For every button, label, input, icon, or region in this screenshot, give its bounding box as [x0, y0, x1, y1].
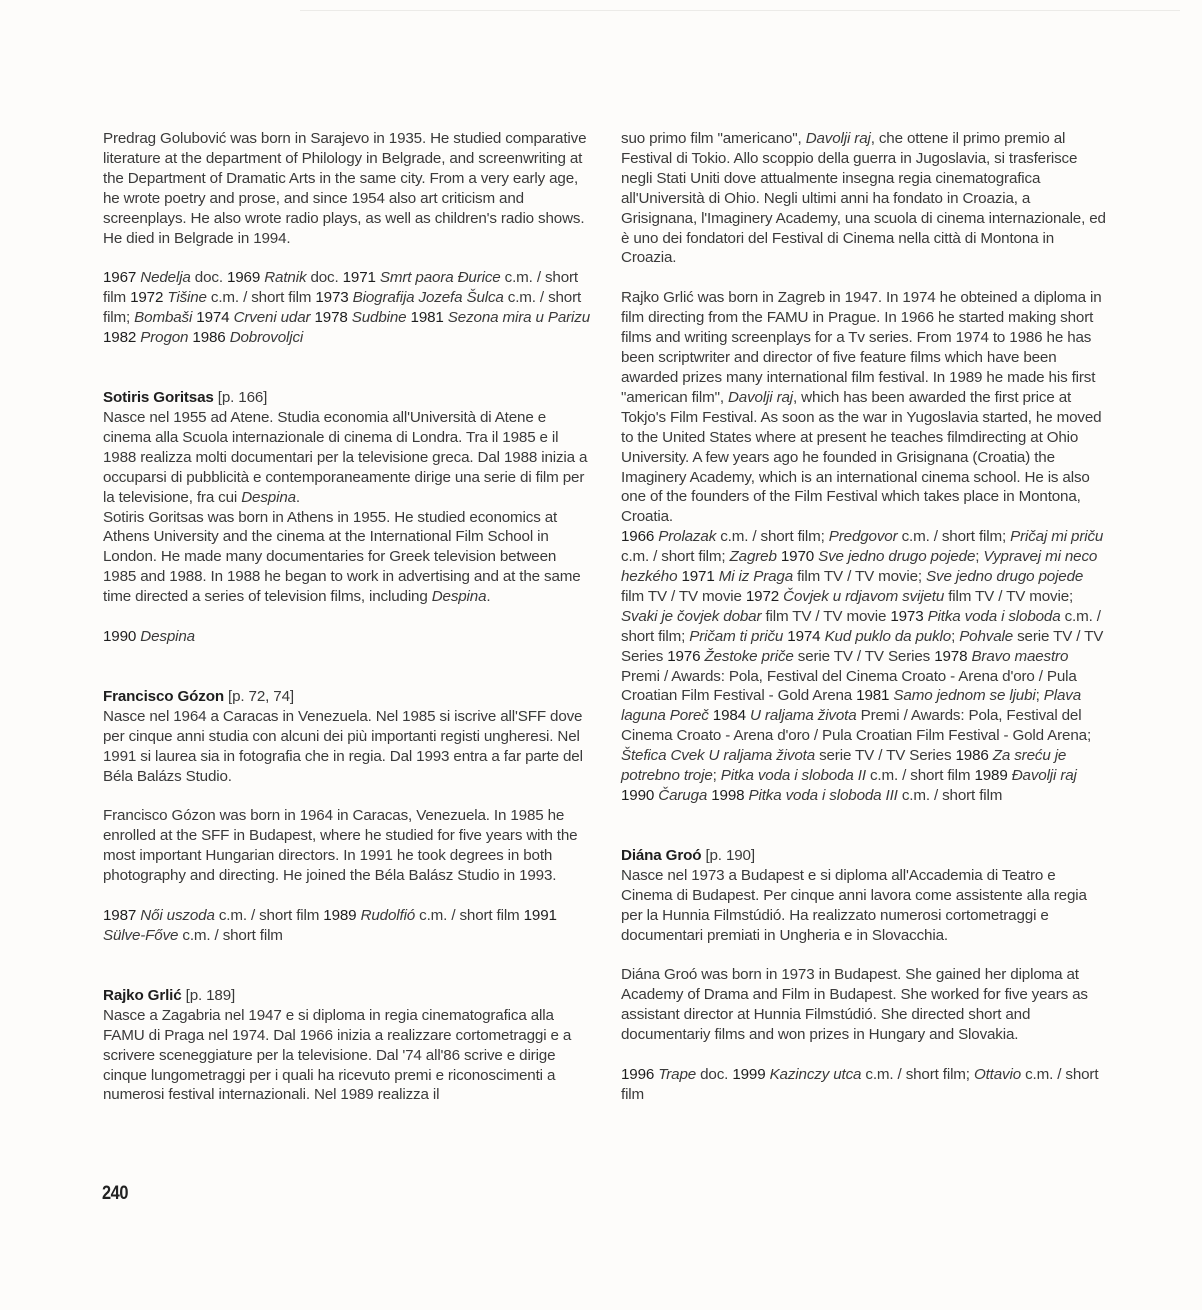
film-year: 1976	[667, 647, 705, 665]
film-format: c.m. / short film;	[621, 548, 730, 566]
film-format: c.m. / short film	[206, 289, 316, 307]
goritsas-bio-it: Nasce nel 1955 ad Atene. Studia economia all'Università di Atene e cinema alla Scuola internazionale di cinema di Londra. Tra il 1985 e il 1988 realizza molti documentari per la televisione greca. Dal 1988 inizia a occuparsi di pubblicità e contemporaneamente dirige una serie di film per la televisione, fra cui Despina.	[103, 408, 588, 506]
film-year: 1998	[711, 787, 749, 804]
film-year: 1973	[890, 607, 928, 625]
film-title: Pričaj mi priču	[1010, 528, 1104, 546]
film-title: Davolji raj	[805, 130, 871, 147]
director-name: Diána Groó	[621, 846, 702, 864]
film-title: Nedelja	[140, 269, 191, 287]
groo-heading	[621, 846, 1106, 866]
film-year: 1986	[955, 747, 993, 765]
film-title: Žestoke priče	[704, 647, 794, 665]
film-title: Sve jedno drugo pojede	[818, 548, 976, 566]
film-format: film TV / TV movie;	[944, 587, 1074, 605]
film-year: 1981	[410, 309, 448, 327]
bio-text: , che ottene il primo premio al Festival di Tokio. Allo scoppio della guerra in Jugoslavia, si trasferisce negli Stati Uniti dove attualmente insegna regia cinematografica all'Università di Ohio. Negli ultimi anni ha fondato in Croazia, a Grisignana, l'Imaginery Academy, una scuola di cinema internazionale, ed è uno dei fondatori del Festival di Cinema nella città di Montona in Croazia.	[621, 130, 1106, 267]
film-year: 1973	[315, 289, 353, 307]
film-year: 1999	[732, 1066, 770, 1084]
film-format: ;	[975, 548, 984, 566]
film-year: 1991	[523, 907, 557, 925]
film-title: Davolji raj	[727, 388, 794, 406]
film-year: 1970	[780, 548, 819, 566]
film-year: 1972	[745, 587, 784, 605]
left-column	[103, 129, 593, 1105]
director-name: Rajko Grlić	[103, 986, 182, 1004]
page-reference: [p. 166]	[217, 389, 268, 407]
film-year: 1966	[621, 528, 659, 546]
film-year: 1972	[130, 289, 168, 307]
film-title: Kazinczy utca	[769, 1066, 862, 1084]
film-title: Predgovor	[828, 528, 898, 546]
film-format: film TV / TV movie	[761, 607, 891, 625]
film-title: Tišine	[167, 289, 207, 307]
film-format: c.m. / short film	[621, 1066, 1099, 1103]
groo-bio-en: Diána Groó was born in 1973 in Budapest. She gained her diploma at Academy of Drama and Film in Budapest. She worked for five years as assistant director at Hunnia Filmstúdió. She directed short and documentariy films and won prizes in Hungary and Slovakia.	[621, 966, 1088, 1044]
film-format: doc.	[306, 269, 343, 287]
film-title: Bravo maestro	[971, 647, 1069, 665]
film-format: c.m. / short film;	[716, 528, 829, 546]
page-reference: [p. 72, 74]	[228, 687, 294, 705]
film-title: Pričam ti priču	[689, 627, 784, 645]
page-reference: [p. 190]	[705, 846, 755, 864]
film-year: 1981	[856, 687, 894, 705]
film-title: Svaki je čovjek dobar	[621, 607, 762, 625]
film-title: Pohvale	[959, 627, 1014, 645]
film-title: Pitka voda i sloboda II	[720, 767, 866, 785]
film-title: Smrt paora Đurice	[379, 269, 501, 287]
film-format: serie TV / TV Series	[793, 647, 935, 665]
right-column	[621, 129, 1106, 1105]
film-format: doc.	[696, 1066, 733, 1084]
film-title: Samo jednom se ljubi	[893, 687, 1036, 705]
grlic-bio-it-part1: Nasce a Zagabria nel 1947 e si diploma in regia cinematografica alla FAMU di Praga nel 1974. Dal 1966 inizia a realizzare cortometraggi e a scrivere sceneggiature per la televisione. Dal '74 all'86 scrive e dirige cinque lungometraggi per i quali ha ricevuto premi e riconoscimenti a numerosi festival internazionali. Nel 1989 realizza il	[103, 1006, 572, 1104]
film-year: 1989	[974, 767, 1012, 785]
film-year: 1978	[314, 309, 352, 327]
film-format: c.m. / short film	[865, 767, 975, 785]
film-title: Dobrovoljci	[229, 329, 304, 347]
film-title: U raljama života	[750, 707, 857, 725]
grlic-filmography	[621, 527, 1106, 806]
film-title: Rudolfió	[360, 907, 416, 925]
film-title: Ratnik	[264, 269, 307, 287]
film-year: 1987	[103, 907, 141, 925]
film-year: 1967	[103, 269, 141, 287]
film-title: Bombaši	[134, 309, 193, 327]
film-year: 1990	[103, 628, 141, 646]
film-title: Sezona mira u Parizu	[447, 309, 590, 327]
bio-text: Rajko Grlić was born in Zagreb in 1947. In 1974 he obteined a diploma in film directing from the FAMU in Prague. In 1966 he started making short films and writing screenplays for a Tv series. From 1974 to 1986 he has been scriptwriter and director of five feature films which have been awarded prizes many international film festival. In 1989 he made his first "american film",	[621, 289, 1102, 406]
goritsas-bio-en: Sotiris Goritsas was born in Athens in 1955. He studied economics at Athens University and the cinema at the International Film School in London. He made many documentaries for Greek television between 1985 and 1988. In 1988 he began to work in advertising and at the same time directed a series of television films, including Despina.	[103, 508, 581, 606]
gozon-heading	[103, 687, 593, 707]
film-format: doc.	[190, 269, 227, 287]
groo-filmography	[621, 1065, 1106, 1105]
film-title: Za sreću je potrebno troje	[621, 747, 1067, 785]
bio-text: Sotiris Goritsas was born in Athens in 1955. He studied economics at Athens University and the cinema at the International Film School in London. He made many documentaries for Greek television between 1985 and 1988. In 1988 he began to work in advertising and at the same time directed a series of television films, including	[103, 508, 581, 606]
film-title: Despina	[431, 588, 487, 606]
grlic-bio-en	[621, 288, 1106, 527]
film-format: c.m. / short film	[103, 269, 578, 307]
film-format: ;	[951, 627, 960, 645]
director-name: Sotiris Goritsas	[103, 389, 214, 407]
film-title: Női uszoda	[140, 907, 215, 925]
grlic-bio-it-part2	[621, 129, 1106, 268]
film-format: film TV / TV movie	[621, 587, 746, 605]
film-title: Trape	[658, 1066, 697, 1084]
gozon-bio-it: Nasce nel 1964 a Caracas in Venezuela. Nel 1985 si iscrive all'SFF dove per cinque anni studia con alcuni dei più importanti registi ungheresi. Nel 1991 si laurea sia in fotografia che in regia. Dal 1993 entra a far parte del Béla Balázs Studio.	[103, 707, 583, 785]
film-year: 1986	[192, 329, 230, 347]
film-year: 1996	[621, 1066, 659, 1084]
film-year: 1974	[787, 627, 825, 645]
film-year: 1971	[342, 269, 380, 287]
bio-text: Nasce nel 1955 ad Atene. Studia economia all'Università di Atene e cinema alla Scuola internazionale di cinema di Londra. Tra il 1985 e il 1988 realizza molti documentari per la televisione greca. Dal 1988 inizia a occuparsi di pubblicità e contemporaneamente dirige una serie di film per la televisione, fra cui	[103, 408, 588, 506]
film-year: 1984	[712, 707, 751, 725]
film-format: Premi / Awards: Pola, Festival del Cinema Croato - Arena d'oro / Pula Croatian Film Festival - Gold Arena;	[621, 707, 1092, 745]
film-title: Ottavio	[973, 1066, 1022, 1084]
film-title: Biografija Jozefa Šulca	[352, 289, 504, 307]
film-title: Mi iz Praga	[718, 568, 794, 586]
film-title: Đavolji raj	[1011, 767, 1077, 785]
director-name: Francisco Gózon	[103, 687, 224, 705]
goritsas-filmography	[103, 627, 593, 647]
film-year: 1982	[103, 329, 141, 347]
film-title: Plava laguna Poreč	[621, 687, 1082, 725]
film-format: c.m. / short film	[897, 787, 1003, 804]
film-year: 1990	[621, 787, 659, 804]
film-title: Vypravej mi neco hezkého	[621, 548, 1098, 586]
film-title: Despina	[140, 628, 195, 646]
film-title: Prolazak	[658, 528, 717, 546]
golubovic-filmography	[103, 268, 593, 348]
gozon-filmography	[103, 906, 593, 946]
gozon-bio-en: Francisco Gózon was born in 1964 in Caracas, Venezuela. In 1985 he enrolled at the SFF in Budapest, where he studied for five years with the most important Hungarian directors. In 1991 he took degrees in both photography and directing. He joined the Béla Balász Studio in 1993.	[103, 807, 578, 885]
film-year: 1974	[196, 309, 234, 327]
film-title: Čovjek u rdjavom svijetu	[783, 587, 945, 605]
golubovic-bio-en: Predrag Golubović was born in Sarajevo in 1935. He studied comparative literature at the department of Philology in Belgrade, and screenwriting at the Department of Dramatic Arts in the same city. From a very early age, he wrote poetry and prose, and since 1954 also art criticism and screenplays. He also wrote radio plays, as well as children's radio shows. He died in Belgrade in 1994.	[103, 130, 587, 247]
film-title: Štefica Cvek U raljama života	[621, 747, 815, 765]
film-format: c.m. / short film;	[621, 607, 1101, 645]
film-format: Premi / Awards: Pola, Festival del Cinema Croato - Arena d'oro / Pula Croatian Film Festival - Gold Arena	[621, 667, 1077, 705]
film-format: ;	[1035, 687, 1044, 705]
page-reference: [p. 189]	[185, 986, 236, 1004]
bio-text: , which has been awarded the first price at Tokjo's Film Festival. As soon as the war in Yugoslavia started, he moved to the United States where at present he teaches filmdirecting at Ohio University. A few years ago he founded in Grisignana (Croatia) the Imaginery Academy, which is an international cinema school. He is also one of the founders of the Film Festival which takes place in Montona, Croatia.	[621, 388, 1102, 526]
grlic-heading	[103, 986, 593, 1006]
film-format: c.m. / short film	[415, 907, 524, 925]
film-format: c.m. / short film;	[861, 1066, 974, 1084]
film-format: ;	[712, 767, 721, 785]
film-format: c.m. / short film;	[897, 528, 1011, 546]
film-format: film TV / TV movie;	[793, 568, 927, 586]
film-title: Progon	[140, 329, 189, 347]
bio-text: suo primo film "americano",	[621, 130, 806, 147]
film-title: Sudbine	[351, 309, 407, 327]
film-title: Crveni udar	[233, 309, 311, 327]
film-title: Pitka voda i sloboda	[927, 607, 1061, 625]
film-title: Kud puklo da puklo	[824, 627, 952, 645]
film-format: c.m. / short film	[178, 927, 283, 944]
film-year: 1989	[323, 907, 361, 925]
film-title: Čaruga	[658, 787, 708, 804]
film-title: Despina	[241, 488, 296, 506]
film-title: Zagreb	[729, 548, 777, 566]
film-format: serie TV / TV Series	[621, 627, 1104, 665]
goritsas-heading	[103, 388, 593, 408]
scan-edge-line	[300, 10, 1180, 11]
film-format: serie TV / TV Series	[815, 747, 956, 765]
page-number: 240	[102, 1183, 128, 1204]
film-format: c.m. / short film	[214, 907, 324, 925]
film-year: 1978	[934, 647, 972, 665]
film-year: 1971	[681, 568, 719, 586]
film-year: 1969	[226, 269, 265, 287]
film-title: Sülve-Főve	[103, 927, 179, 944]
film-title: Pitka voda i sloboda III	[748, 787, 898, 804]
groo-bio-it: Nasce nel 1973 a Budapest e si diploma all'Accademia di Teatro e Cinema di Budapest. Per cinque anni lavora come assistente alla regia per la Hunnia Filmstúdió. Ha realizzato numerosi cortometraggi e documentari premiati in Ungheria e in Slovacchia.	[621, 866, 1087, 944]
film-format: c.m. / short film;	[103, 289, 582, 327]
film-title: Sve jedno drugo pojede	[926, 568, 1084, 586]
